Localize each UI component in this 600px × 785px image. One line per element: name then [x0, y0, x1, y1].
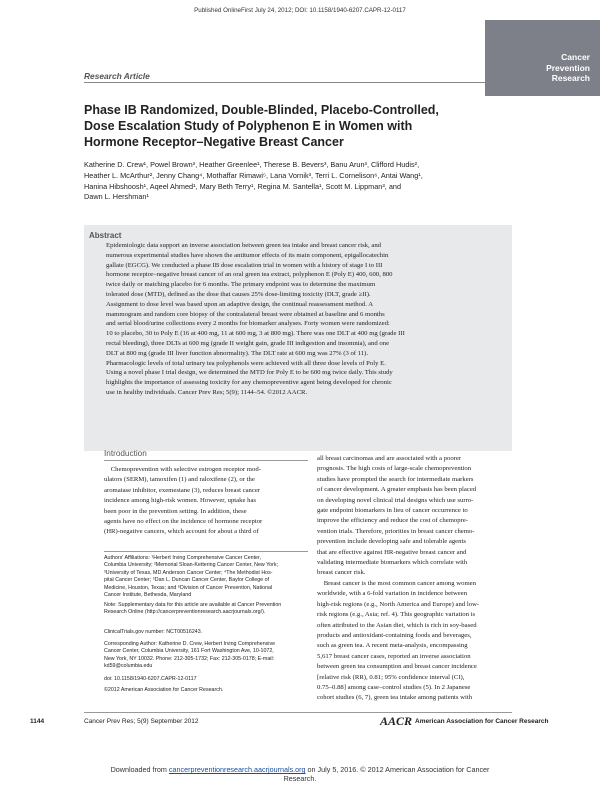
- note-line: Research Online (http://cancerpreventionresearch.aacrjournals.org/).: [104, 609, 266, 616]
- aacr-mark: AACR: [380, 714, 413, 728]
- abstract-line: mammogram and random core biopsy of the contralateral breast were obtained at baseline and 6 months: [106, 310, 385, 318]
- abstract-line: DLT at 800 mg (grade III liver function abnormality). The DLT rate at 600 mg was 27% (3 of 11).: [106, 349, 369, 357]
- body-line: vention trials. Therefore, priorities in breast cancer chemo-: [317, 527, 475, 535]
- abstract-line: use in healthy individuals. Cancer Prev Res; 5(9); 1144–54. ©2012 AACR.: [106, 388, 308, 396]
- body-line: Breast cancer is the most common cancer among women: [317, 579, 476, 587]
- abstract-heading: Abstract: [89, 231, 122, 240]
- title-line: Dose Escalation Study of Polyphenon E in Women with: [84, 119, 413, 133]
- body-line: worldwide, with a 6-fold variation in incidence between: [317, 590, 468, 598]
- corresponding-author: [104, 641, 275, 671]
- abstract-line: rectal bleeding), three DLTs at 600 mg (grade II weight gain, grade III indigestion and insomnia), and one: [106, 339, 390, 347]
- body-line: such as green tea. A recent meta-analysis, encompassing: [317, 642, 468, 650]
- body-line: on developing novel clinical trial designs which use surro-: [317, 496, 474, 504]
- article-type: Research Article: [84, 71, 150, 81]
- body-line: agents have no effect on the incidence of hormone receptor: [104, 518, 263, 526]
- body-line: validating intermediate biomarkers which correlate with: [317, 559, 468, 567]
- body-line: gate endpoint biomarkers in lieu of cancer occurrence to: [317, 507, 468, 515]
- body-line: between green tea consumption and breast cancer incidence: [317, 663, 477, 671]
- body-line: of cancer development. A greater emphasis has been placed: [317, 486, 477, 494]
- aacr-name: American Association for Cancer Research: [415, 718, 549, 725]
- footer-journal-citation: Cancer Prev Res; 5(9) September 2012: [84, 718, 199, 725]
- body-line: all breast carcinomas and are associated with a poorer: [317, 455, 462, 462]
- author-line: Hanina Hibshoosh¹, Aqeel Ahmed¹, Mary Beth Terry¹, Regina M. Santella¹, Scott M. Lippman³, and: [84, 181, 402, 191]
- corresponding-line: kd59@columbia.edu: [104, 663, 153, 670]
- affiliation-line: Medicine, Houston, Texas; and ⁶Division of Cancer Prevention, National: [104, 584, 273, 591]
- badge-line: Research: [551, 73, 590, 83]
- badge-line: Cancer: [561, 52, 590, 62]
- body-line: risk regions (e.g., Asia; ref. 4). This geographic variation is: [317, 611, 476, 619]
- download-suffix: on July 5, 2016. © 2012 American Association for Cancer: [305, 765, 490, 774]
- corresponding-line: Corresponding Author: Katherine D. Crew, Herbert Irving Comprehensive: [104, 641, 276, 647]
- body-line: incidence among high-risk women. However, uptake has: [104, 497, 257, 505]
- title-line: Hormone Receptor–Negative Breast Cancer: [84, 135, 344, 149]
- divider: [104, 460, 308, 461]
- article-title: [84, 102, 484, 150]
- author-affiliations: [104, 555, 310, 599]
- badge-line: Prevention: [546, 62, 590, 73]
- body-line: 5,617 breast cancer cases, reported an inverse association: [317, 652, 471, 660]
- right-column-body: [317, 454, 525, 704]
- body-line: ulators (SERM), tamoxifen (1) and raloxifene (2), or the: [104, 476, 255, 484]
- body-line: 0.75–0.88] among case–control studies (5). In 2 Japanese: [317, 683, 471, 691]
- body-line: that are effective against HR-negative breast cancer and: [317, 548, 467, 556]
- body-line: prevention include developing safe and tolerable agents: [317, 538, 466, 546]
- abstract-line: Assignment to dose level was based upon an adaptive design, the continual reassessment method. A: [106, 300, 374, 308]
- body-line: cohort studies (6, 7), green tea intake among patients with: [317, 694, 473, 702]
- body-line: [relative risk (RR), 0.81; 95% confidence interval (CI),: [317, 673, 465, 681]
- download-notice: [0, 765, 600, 783]
- page-number: 1144: [30, 718, 45, 725]
- abstract-line: twice daily or matching placebo for 6 months. The primary endpoint was to determine the maximum: [106, 281, 376, 289]
- published-online-line: Published OnlineFirst July 24, 2012; DOI: 10.1158/1940-6207.CAPR-12-0117: [194, 7, 406, 14]
- introduction-heading: Introduction: [104, 449, 147, 458]
- author-list: [84, 160, 504, 203]
- journal-badge: [485, 20, 600, 96]
- note-line: Note: Supplementary data for this article are available at Cancer Prevention: [104, 602, 282, 608]
- corresponding-line: Cancer Center, Columbia University, 161 Fort Washington Ave, 10-1072,: [104, 648, 274, 655]
- download-prefix: Downloaded from: [110, 765, 169, 774]
- affiliation-line: ³University of Texas, MD Anderson Cancer Center; ⁴The Methodist Hos-: [104, 569, 273, 576]
- divider: [104, 551, 308, 552]
- introduction-body: [104, 465, 310, 538]
- aacr-logo: [380, 714, 548, 729]
- abstract-line: and serial blood/urine collections every 2 months for biomarker analyses. Forty women were randomized:: [106, 320, 390, 328]
- abstract-line: 10 to placebo, 30 to Poly E (16 at 400 mg, 11 at 600 mg, 3 at 800 mg). There was one DLT at 400 mg (grade III: [106, 330, 405, 338]
- affiliation-line: pital Cancer Center; ⁵Dan L. Duncan Cancer Center, Baylor College of: [104, 577, 270, 584]
- divider: [84, 82, 485, 83]
- body-line: products and antioxidant-containing foods and beverages,: [317, 631, 472, 639]
- affiliation-line: Cancer Institute, Bethesda, Maryland: [104, 592, 192, 599]
- body-line: (HR)-negative cancers, which account for about a third of: [104, 528, 259, 536]
- abstract-body: [106, 241, 506, 398]
- divider: [84, 712, 512, 713]
- body-line: high-risk regions (e.g., North America and Europe) and low-: [317, 600, 480, 608]
- body-line: prognosis. The high costs of large-scale chemoprevention: [317, 465, 472, 473]
- abstract-line: gallate (EGCG). We conducted a phase IB dose escalation trial in women with a history of stage I to III: [106, 261, 383, 269]
- body-line: breast cancer risk.: [317, 569, 366, 577]
- body-line: Chemoprevention with selective estrogen receptor mod-: [104, 466, 261, 473]
- download-line-2: Research.: [283, 774, 317, 783]
- body-line: been poor in the prevention setting. In addition, these: [104, 507, 247, 515]
- abstract-line: highlights the importance of assessing toxicity for any chemopreventive agent being developed for chronic: [106, 379, 392, 387]
- abstract-line: Using a novel phase I trial design, we determined the MTD for Poly E to be 600 mg twice daily. This study: [106, 369, 393, 377]
- copyright: ©2012 American Association for Cancer Research.: [104, 687, 224, 693]
- affiliation-line: Columbia University; ²Memorial Sloan-Kettering Cancer Center, New York;: [104, 562, 278, 569]
- abstract-line: Epidemiologic data support an inverse association between green tea intake and breast cancer risk, and: [106, 242, 382, 249]
- download-line: [0, 765, 600, 774]
- journal-site-link[interactable]: cancerpreventionresearch.aacrjournals.org: [168, 765, 306, 774]
- body-line: often attributed to the Asian diet, which is rich in soy-based: [317, 621, 477, 629]
- abstract-line: Pharmacologic levels of total urinary tea polyphenols were achieved with all three dose levels of Poly E.: [106, 359, 386, 367]
- affiliation-line: Authors' Affiliations: ¹Herbert Irving Comprehensive Cancer Center,: [104, 555, 261, 561]
- abstract-box: [84, 225, 512, 451]
- body-line: studies have prompted the search for intermediate markers: [317, 475, 474, 483]
- abstract-line: hormone receptor–negative breast cancer of an oral green tea extract, polyphenon E (Poly E) 400, 600, 800: [106, 271, 393, 279]
- author-line: Katherine D. Crew¹, Powel Brown³, Heather Greenlee¹, Therese B. Bevers³, Banu Arun³, Clifford Hudis²,: [84, 160, 420, 169]
- author-line: Dawn L. Hershman¹: [84, 192, 149, 202]
- doi: doi: 10.1158/1940-6207.CAPR-12-0117: [104, 676, 197, 682]
- author-line: Heather L. McArthur², Jenny Chang⁴, Mothaffar Rimawi⁵, Lana Vornik³, Terri L. Cornelison⁶, Antai Wang¹,: [84, 170, 423, 180]
- corresponding-line: New York, NY 10032. Phone: 212-305-1732; Fax: 212-305-0178; E-mail:: [104, 655, 275, 662]
- body-line: aromatase inhibitor, exemestane (3), reduces breast cancer: [104, 486, 261, 494]
- abstract-line: tolerated dose (MTD), defined as the dose that causes 25% dose-limiting toxicity (DLT, grade ≥II).: [106, 290, 371, 298]
- title-line: Phase IB Randomized, Double-Blinded, Placebo-Controlled,: [84, 103, 439, 117]
- body-line: improve the efficiency and reduce the cost of chemopre-: [317, 517, 469, 525]
- supplementary-note: [104, 602, 281, 617]
- journal-badge-text: [546, 52, 590, 84]
- abstract-line: numerous experimental studies have shown the antitumor effects of its main component, epigallocatechin: [106, 251, 389, 259]
- clinical-trials-number: ClinicalTrials.gov number: NCT00516243.: [104, 629, 203, 635]
